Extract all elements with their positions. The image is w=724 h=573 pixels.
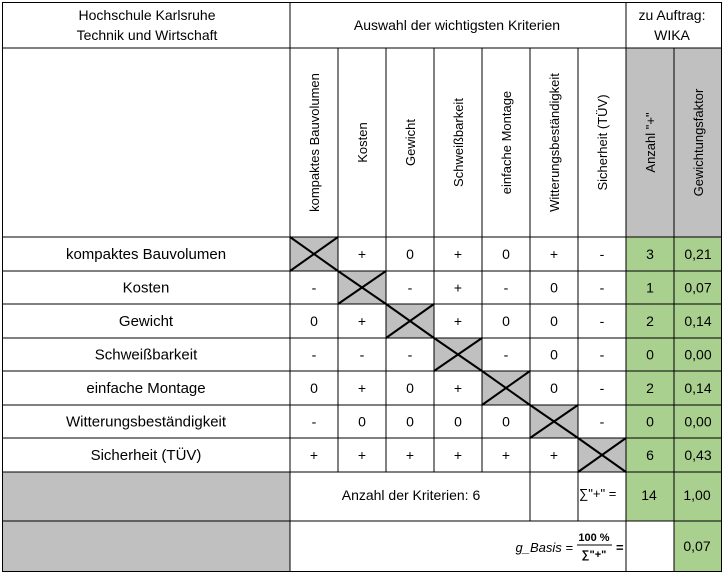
matrix-cell: 0 (550, 279, 558, 296)
row-label-4: Schweißbarkeit (94, 346, 198, 364)
weight-value: 0,00 (684, 413, 712, 430)
weight-value: 0,07 (684, 279, 712, 296)
selection-title: Auswahl der wichtigsten Kriterien (353, 17, 561, 33)
weight-factor-header: Gewichtungsfaktor (691, 88, 706, 197)
matrix-cell: + (357, 313, 367, 329)
weight-value: 0,00 (684, 346, 712, 363)
matrix-cell: + (405, 447, 415, 463)
order-value: WIKA (654, 27, 690, 43)
row-label-6: Witterungsbeständigkeit (65, 413, 227, 431)
row-label-7: Sicherheit (TÜV) (90, 447, 202, 464)
row-label-3: Gewicht (118, 313, 174, 330)
matrix-cell: 0 (310, 313, 318, 329)
institution-line-1: Hochschule Karlsruhe (78, 7, 216, 23)
matrix-cell: 0 (406, 246, 414, 262)
matrix-cell: - (407, 279, 413, 296)
matrix-cell: + (453, 313, 463, 329)
sum-label: ∑"+" = (579, 486, 617, 501)
matrix-cell: + (453, 279, 463, 296)
matrix-cell: 0 (406, 380, 414, 396)
matrix-cell: + (357, 246, 367, 262)
column-header-1: kompaktes Bauvolumen (307, 73, 322, 212)
summary-gray-block (2, 472, 290, 521)
count-value: 2 (646, 313, 654, 329)
column-header-3: Gewicht (403, 119, 418, 166)
institution-line-2: Technik und Wirtschaft (76, 27, 218, 43)
matrix-cell: + (357, 447, 367, 463)
weight-total: 1,00 (683, 487, 711, 503)
count-value: 3 (646, 246, 654, 262)
matrix-cell: - (599, 313, 605, 329)
count-value: 1 (646, 279, 654, 296)
weight-value: 0,21 (684, 246, 712, 262)
matrix-cell: + (453, 380, 463, 396)
weight-value: 0,14 (684, 380, 712, 396)
weight-value: 0,43 (684, 447, 712, 463)
basis-value: 0,07 (683, 538, 711, 554)
matrix-cell: + (453, 447, 463, 463)
count-plus-header: Anzahl "+" (643, 112, 658, 173)
row-label-2: Kosten (122, 279, 170, 297)
matrix-cell: 0 (502, 313, 510, 329)
matrix-cell: 0 (550, 346, 558, 363)
row-label-5: einfache Montage (86, 380, 206, 397)
basis-numerator: 100 % (578, 532, 610, 544)
column-header-4: Schweißbarkeit (451, 98, 466, 187)
matrix-cell: 0 (454, 413, 462, 430)
matrix-cell: 0 (502, 246, 510, 262)
matrix-cell: - (311, 279, 317, 296)
matrix-cell: 0 (550, 313, 558, 329)
basis-lhs: g_Basis = (515, 540, 573, 555)
matrix-cell: - (599, 246, 605, 262)
column-header-7: Sicherheit (TÜV) (595, 94, 610, 191)
basis-denominator: ∑"+" (581, 549, 607, 561)
count-value: 6 (646, 447, 654, 463)
matrix-cell: 0 (358, 413, 366, 430)
criteria-count-label: Anzahl der Kriterien: 6 (341, 487, 481, 503)
matrix-cell: - (359, 346, 365, 363)
matrix-cell: 0 (550, 380, 558, 396)
matrix-cell: - (407, 346, 413, 363)
matrix-cell: + (357, 380, 367, 396)
column-header-5: einfache Montage (499, 90, 514, 195)
matrix-svg (2, 2, 722, 572)
matrix-cell: - (599, 380, 605, 396)
matrix-cell: + (549, 447, 559, 463)
matrix-cell: - (311, 346, 317, 363)
count-value: 0 (646, 346, 654, 363)
weight-value: 0,14 (684, 313, 712, 329)
order-label: zu Auftrag: (638, 7, 706, 23)
count-value: 0 (646, 413, 654, 430)
matrix-cell: 0 (406, 413, 414, 430)
row-label-1: kompaktes Bauvolumen (65, 246, 227, 263)
basis-gray-block (2, 521, 290, 572)
basis-equals: = (616, 540, 624, 555)
matrix-cell: + (453, 246, 463, 262)
matrix-cell: + (549, 246, 559, 262)
matrix-cell: 0 (310, 380, 318, 396)
matrix-cell: 0 (502, 413, 510, 430)
matrix-cell: - (311, 413, 317, 430)
matrix-cell: - (503, 279, 509, 296)
column-header-2: Kosten (355, 122, 370, 163)
column-header-6: Witterungsbeständigkeit (547, 73, 562, 212)
matrix-cell: - (503, 346, 509, 363)
matrix-cell: + (309, 447, 319, 463)
matrix-cell: - (599, 279, 605, 296)
matrix-cell: - (599, 413, 605, 430)
sum-value: 14 (641, 487, 657, 503)
pairwise-comparison-matrix (2, 2, 722, 572)
matrix-cell: - (599, 346, 605, 363)
count-value: 2 (646, 380, 654, 396)
matrix-cell: + (501, 447, 511, 463)
